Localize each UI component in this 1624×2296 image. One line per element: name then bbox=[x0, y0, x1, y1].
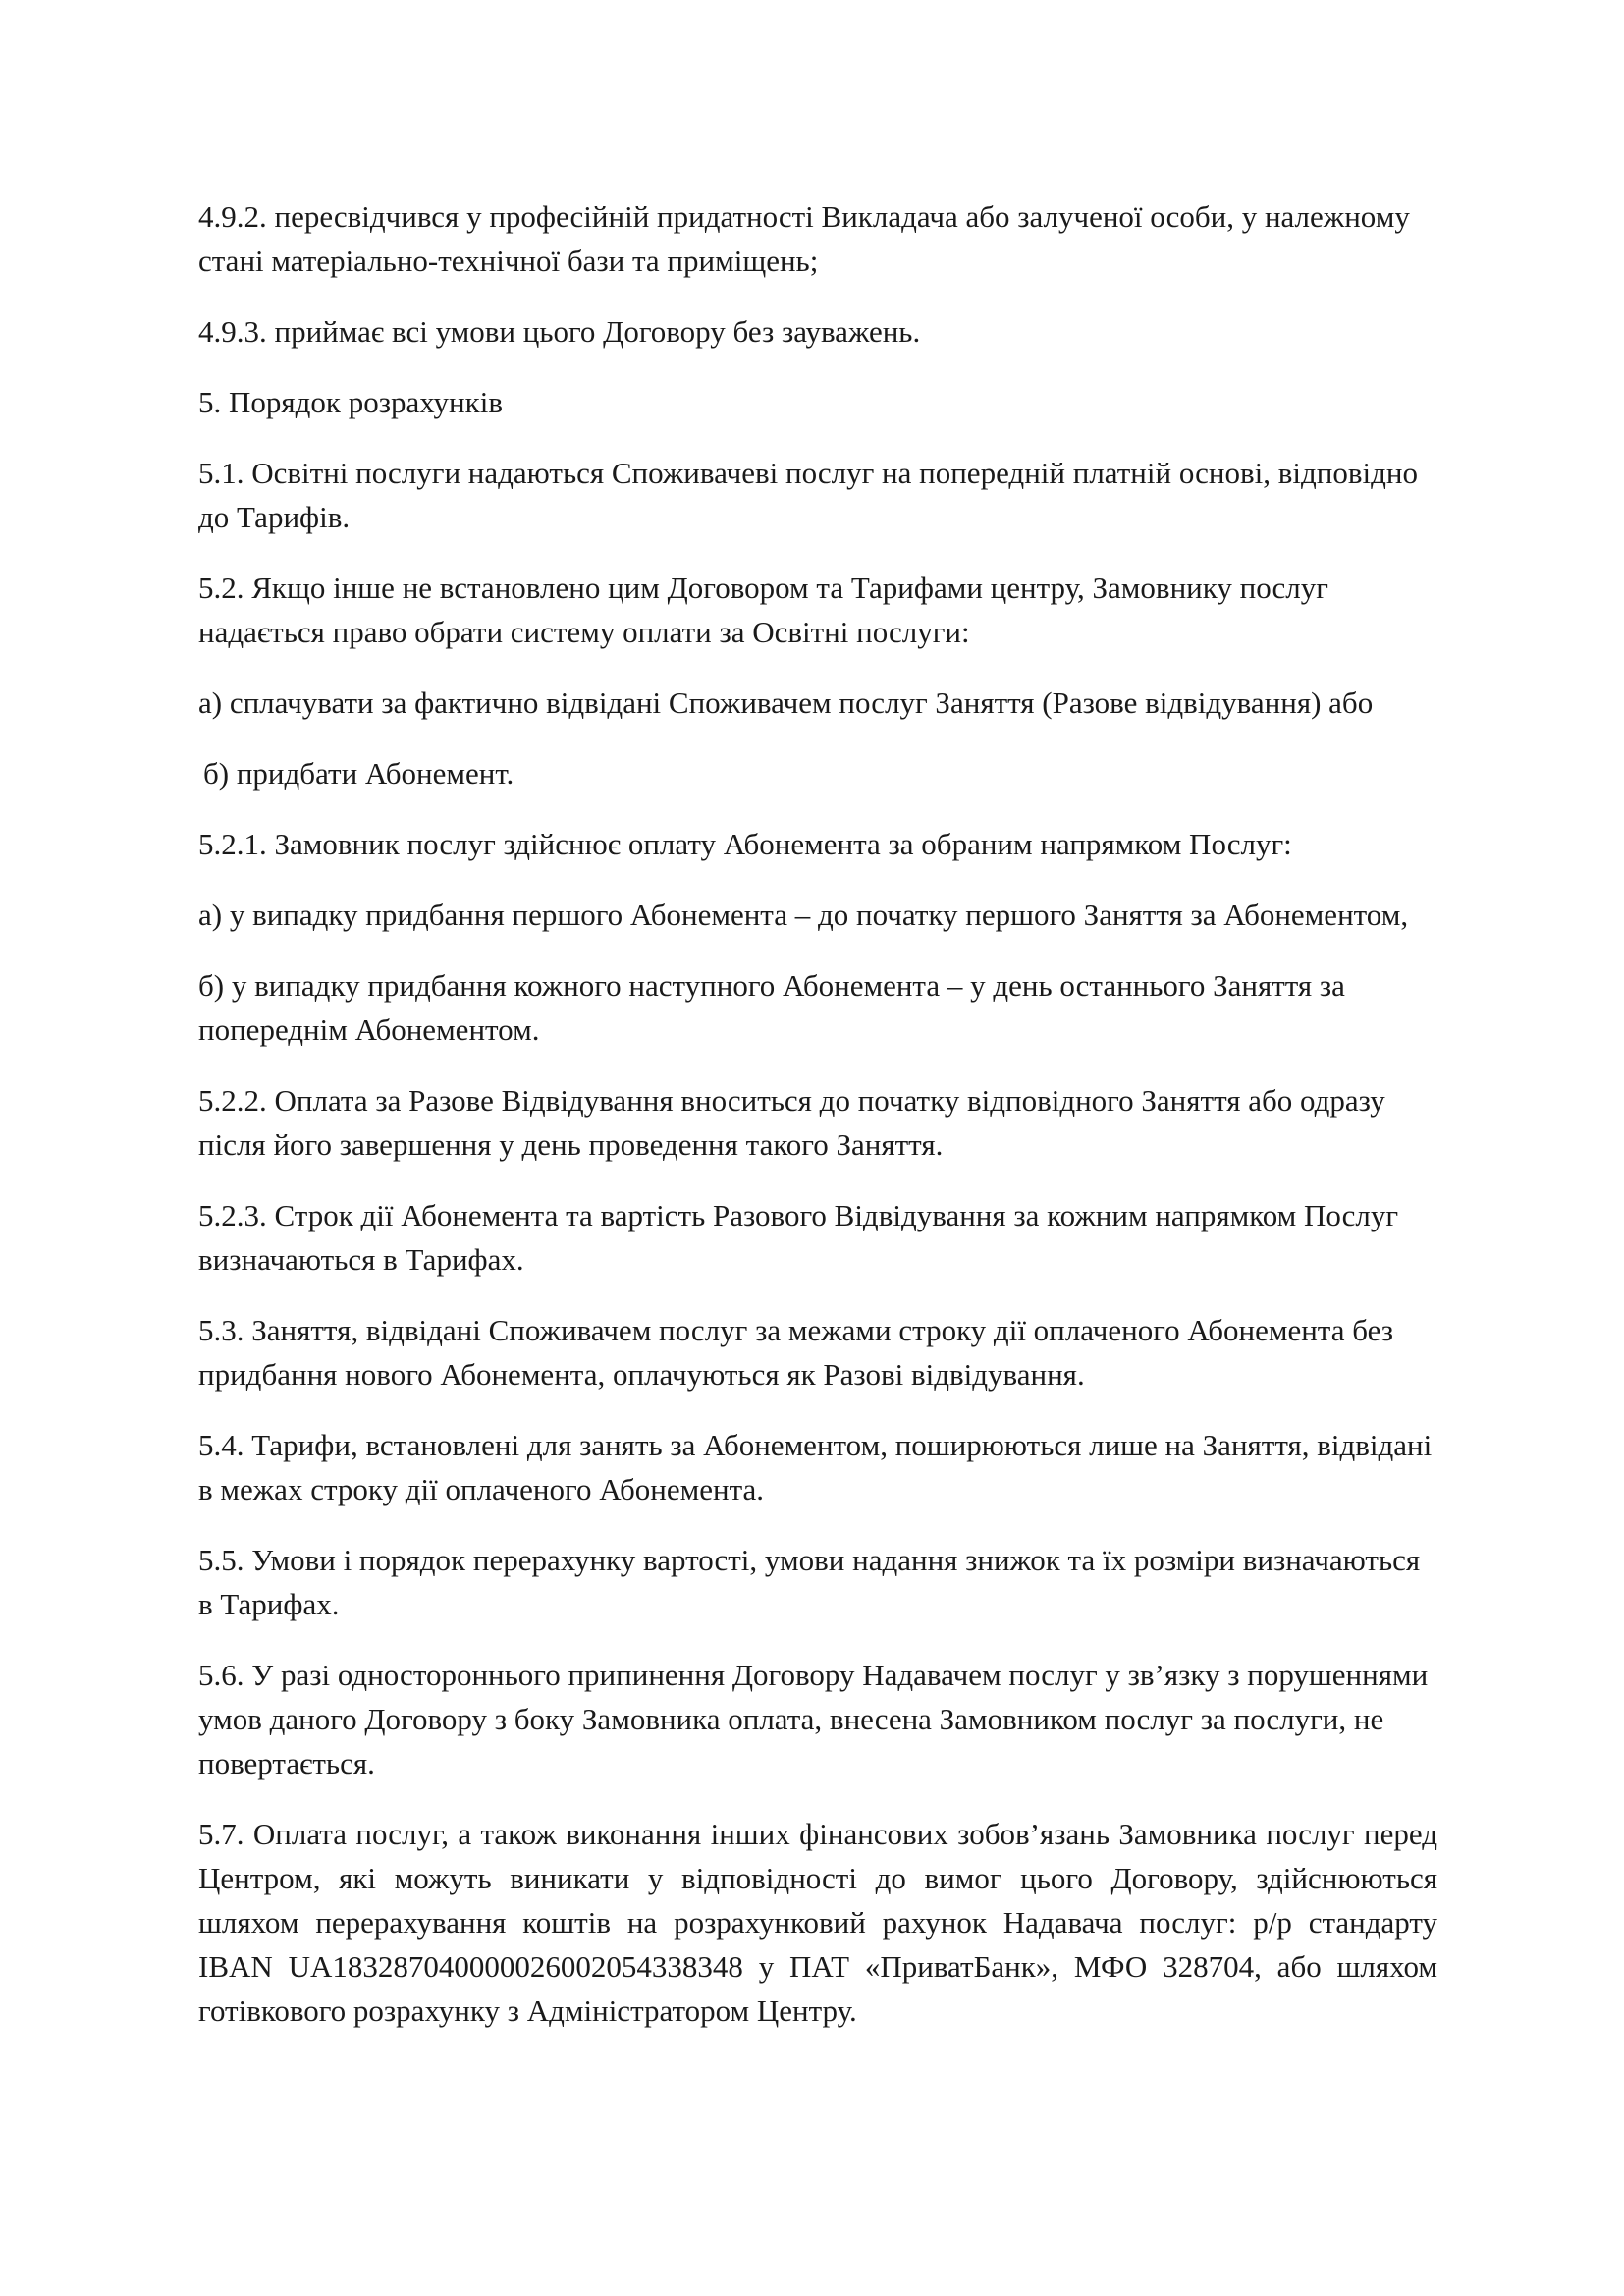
paragraph-5-3: 5.3. Заняття, відвідані Споживачем послуг за межами строку дії оплаченого Абонемента без придбання нового Абонемента, оплачуються як Разові відвідування. bbox=[198, 1313, 1393, 1392]
document-body bbox=[198, 194, 1437, 2059]
paragraph-5-2-option-b: б) придбати Абонемент. bbox=[203, 756, 514, 791]
paragraph-5-2-1-a: а) у випадку придбання першого Абонемента – до початку першого Заняття за Абонементом, bbox=[198, 898, 1409, 932]
paragraph-5-2-option-a: а) сплачувати за фактично відвідані Споживачем послуг Заняття (Разове відвідування) або bbox=[198, 685, 1374, 720]
paragraph-5-2: 5.2. Якщо інше не встановлено цим Договором та Тарифами центру, Замовнику послуг надається право обрати систему оплати за Освітні послуги: bbox=[198, 571, 1328, 649]
paragraph-4-9-3: 4.9.3. приймає всі умови цього Договору без зауважень. bbox=[198, 314, 921, 349]
paragraph-4-9-2: 4.9.2. пересвідчився у професійній придатності Викладача або залученої особи, у належному стані матеріально-технічної бази та приміщень; bbox=[198, 199, 1410, 278]
section-heading-5: 5. Порядок розрахунків bbox=[198, 385, 503, 419]
paragraph-5-2-1-b: б) у випадку придбання кожного наступного Абонемента – у день останнього Заняття за попереднім Абонементом. bbox=[198, 968, 1345, 1047]
paragraph-5-2-3: 5.2.3. Строк дії Абонемента та вартість Разового Відвідування за кожним напрямком Послуг визначаються в Тарифах. bbox=[198, 1198, 1399, 1277]
paragraph-5-7: 5.7. Оплата послуг, а також виконання інших фінансових зобов’язань Замовника послуг перед Центром, які можуть виникати у відповідності до вимог цього Договору, здійснюються шляхом перерахування коштів на розрахунковий рахунок Надавача послуг: р/р стандарту IBAN UA183287040000026002054338348 у ПАТ «ПриватБанк», МФО 328704, або шляхом готівкового розрахунку з Адміністратором Центру. bbox=[198, 1817, 1437, 2028]
paragraph-5-2-2: 5.2.2. Оплата за Разове Відвідування вноситься до початку відповідного Заняття або одразу після його завершення у день проведення такого Заняття. bbox=[198, 1083, 1385, 1162]
paragraph-5-5: 5.5. Умови і порядок перерахунку вартості, умови надання знижок та їх розміри визначаються в Тарифах. bbox=[198, 1543, 1421, 1621]
paragraph-5-1: 5.1. Освітні послуги надаються Споживачеві послуг на попередній платній основі, відповідно до Тарифів. bbox=[198, 456, 1418, 534]
paragraph-5-2-1: 5.2.1. Замовник послуг здійснює оплату Абонемента за обраним напрямком Послуг: bbox=[198, 827, 1292, 861]
paragraph-5-6: 5.6. У разі одностороннього припинення Договору Надавачем послуг у зв’язку з порушеннями умов даного Договору з боку Замовника оплата, внесена Замовником послуг за послуги, не повертається. bbox=[198, 1658, 1429, 1780]
paragraph-5-4: 5.4. Тарифи, встановлені для занять за Абонементом, поширюються лише на Заняття, відвідані в межах строку дії оплаченого Абонемента. bbox=[198, 1428, 1433, 1506]
